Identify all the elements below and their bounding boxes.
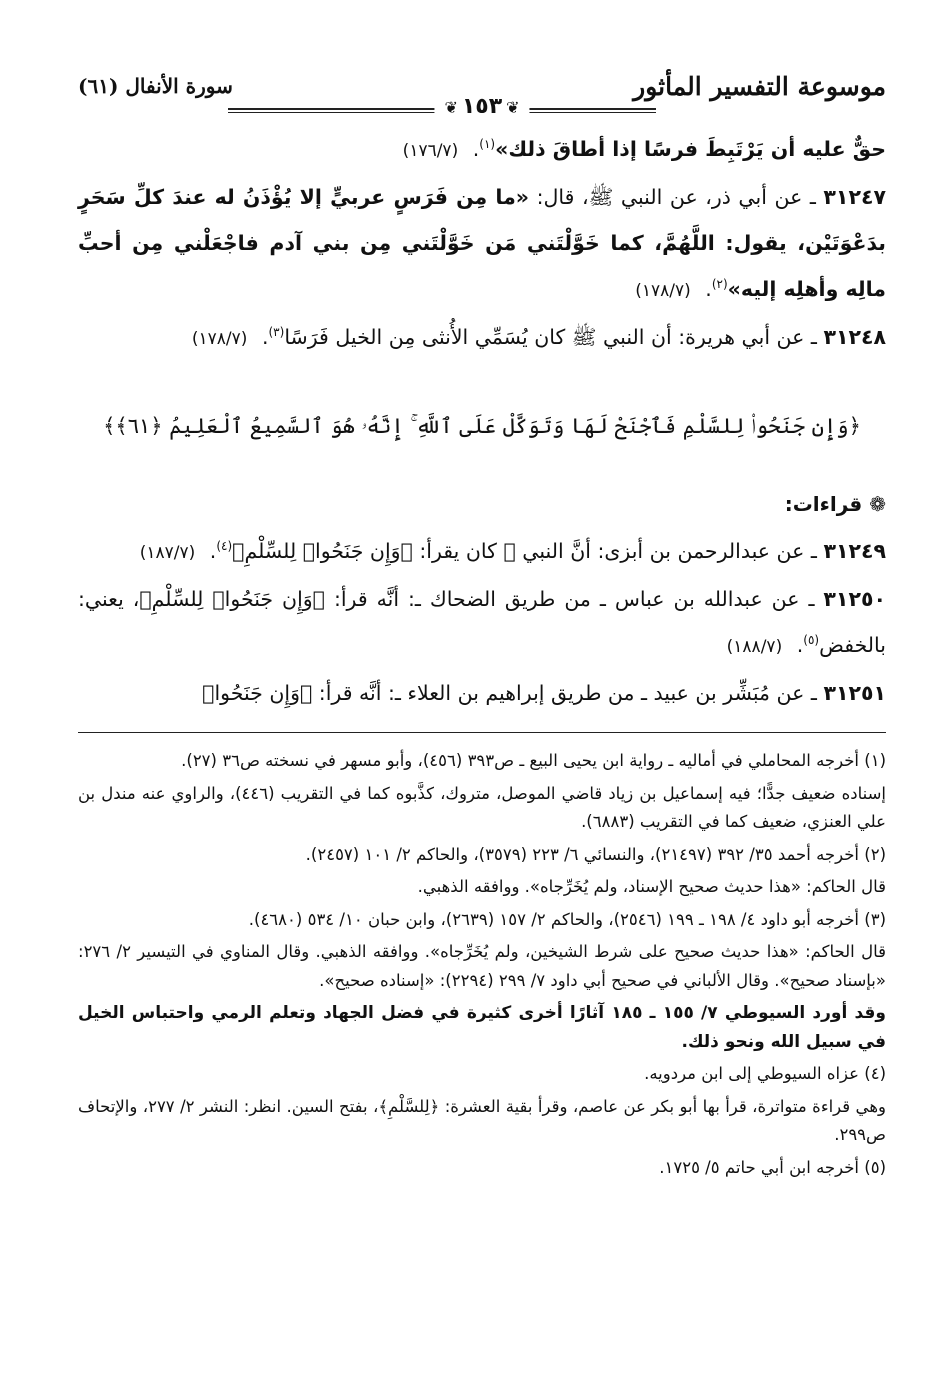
footnote: (٢) أخرجه أحمد ٣٥/ ٣٩٢ (٢١٤٩٧)، والنسائي ٦/ ٢٢٣ (٣٥٧٩)، والحاكم ٢/ ١٠١ (٢٤٥٧).	[305, 844, 886, 864]
entry-number: ٣١٢٤٩	[823, 539, 886, 563]
entry-continuation: حقٌّ عليه أن يَرْتَبِطَ فرسًا إذا أطاقَ ذلك»$^{(١)}$. (١٧٦/٧)	[402, 137, 886, 161]
entry-chain: ـ عن أبي ذر، عن النبي ﷺ، قال:	[529, 185, 816, 209]
entry-text: ـ عن عبدالرحمن بن أبزى: أنَّ النبي ﷺ كان يقرأ: ﴿وَإِن جَنَحُوا۟ لِلسِّلْمِ﴾	[232, 539, 817, 563]
reading-entry: ٣١٢٤٩ ـ عن عبدالرحمن بن أبزى: أنَّ النبي ﷺ كان يقرأ: ﴿وَإِن جَنَحُوا۟ لِلسِّلْمِ﴾$^{(٤)}$. (١٨٧/٧)	[139, 539, 886, 563]
footnote: وهي قراءة متواترة، قرأ بها أبو بكر عن عاصم، وقرأ بقية العشرة: ﴿لِلسَّلْمِ﴾، بفتح السين. انظر: النشر ٢/ ٢٧٧، والإتحاف ص٢٩٩.	[78, 1096, 886, 1144]
footnote: (٥) أخرجه ابن أبي حاتم ٥/ ١٧٢٥.	[659, 1157, 886, 1177]
footnote-marker: (٣)	[268, 325, 285, 340]
entry-text: ـ عن مُبَشِّر بن عبيد ـ من طريق إبراهيم بن العلاء ـ: أنَّه قرأ: ﴿وَإِن جَنَحُوا۟	[202, 681, 817, 705]
source-ref: (١٧٦/٧)	[402, 141, 459, 161]
readings-text	[78, 528, 886, 716]
entry-number: ٣١٢٤٧	[823, 185, 886, 209]
footnote: إسناده ضعيف جدًّا؛ فيه إسماعيل بن زياد قاضي الموصل، متروك، كذَّبوه كما في التقريب (٤٤٦)، والراوي عنه مندل بن علي العنزي، ضعيف كما في التقريب (٦٨٨٣).	[78, 783, 887, 831]
ornament-icon: ❦	[506, 98, 520, 117]
source-ref: (١٧٨/٧)	[191, 329, 248, 349]
entry-number: ٣١٢٤٨	[823, 325, 886, 349]
entry-text: ـ عن أبي هريرة: أن النبي ﷺ كان يُسَمِّي الأُنثى مِن الخيل فَرَسًا	[284, 325, 817, 349]
reading-entry: ٣١٢٥٠ ـ عن عبدالله بن عباس ـ من طريق الضحاك ـ: أنَّه قرأ: ﴿وَإِن جَنَحُوا۟ لِلسِّلْمِ﴾، يعني: بالخفض$^{(٥)}$. (١٨٨/٧)	[78, 587, 886, 657]
source-ref: (١٧٨/٧)	[635, 281, 691, 301]
source-ref: (١٨٧/٧)	[139, 543, 196, 563]
hadith-text: حقٌّ عليه أن يَرْتَبِطَ فرسًا إذا أطاقَ ذلك»	[495, 137, 886, 161]
hadith-entry: ٣١٢٤٨ ـ عن أبي هريرة: أن النبي ﷺ كان يُسَمِّي الأُنثى مِن الخيل فَرَسًا$^{(٣)}$. (١٧٨/٧)	[191, 325, 886, 349]
footnote-note: وقد أورد السيوطي ٧/ ١٥٥ ـ ١٨٥ آثارًا أخرى كثيرة في فضل الجهاد وتعلم الرمي واحتباس الخيل في سبيل الله ونحو ذلك.	[78, 1003, 886, 1052]
surah-title: سورة الأنفال (٦١)	[78, 74, 233, 98]
footnote-marker: (٤)	[216, 539, 233, 554]
entry-number: ٣١٢٥١	[823, 681, 886, 705]
book-title: موسوعة التفسير المأثور	[633, 72, 886, 101]
page-header	[78, 72, 886, 126]
footnote: (١) أخرجه المحاملي في أماليه ـ رواية ابن يحيى البيع ـ ص٣٩٣ (٤٥٦)، وأبو مسهر في نسخته ص٣٦ (٢٧).	[181, 751, 886, 770]
main-text	[78, 126, 886, 362]
page-number-block	[434, 94, 529, 119]
footnote-marker: (٢)	[711, 277, 728, 292]
footnote: (٤) عزاه السيوطي إلى ابن مردويه.	[644, 1064, 886, 1083]
footnote-marker: (٥)	[803, 633, 820, 648]
footnote-marker: (١)	[479, 137, 496, 152]
quran-verse: ﴿وَإِن جَنَحُوا۟ لِلسَّلْمِ فَٱجْنَحْ لَهَا وَتَوَكَّلْ عَلَى ٱللَّهِ ۚ إِنَّهُۥ هُوَ ٱلسَّمِيعُ ٱلْعَلِيمُ ﴿٦١﴾﴾	[103, 414, 861, 438]
source-ref: (١٨٨/٧)	[726, 637, 783, 657]
entry-text: ـ عن عبدالله بن عباس ـ من طريق الضحاك ـ: أنَّه قرأ: ﴿وَإِن جَنَحُوا۟ لِلسِّلْمِ﴾، يعني: بالخفض	[78, 587, 886, 657]
hadith-entry: ٣١٢٤٧ ـ عن أبي ذر، عن النبي ﷺ، قال: «ما مِن فَرَسٍ عربيٍّ إلا يُؤْذَنُ له عندَ كلِّ سَحَرٍ بدَعْوَتَيْن، يقول: اللَّهُمَّ، كما خَوَّلْتَني مَن خَوَّلْتَني مِن بني آدم فاجْعَلْني مِن أحبِّ مالِه وأهلِه إليه»$^{(٢)}$. (١٧٨/٧)	[78, 185, 886, 301]
section-heading: ❁ قراءات:	[784, 492, 886, 516]
entry-number: ٣١٢٥٠	[823, 587, 886, 611]
footnote: قال الحاكم: «هذا حديث صحيح الإسناد، ولم يُخَرِّجاه». ووافقه الذهبي.	[417, 877, 886, 896]
hadith-text: «ما مِن فَرَسٍ عربيٍّ إلا يُؤْذَنُ له عندَ كلِّ سَحَرٍ بدَعْوَتَيْن، يقول: اللَّهُمَّ، كما خَوَّلْتَني مَن خَوَّلْتَني مِن بني آدم فاجْعَلْني مِن أحبِّ مالِه وأهلِه إليه»	[78, 185, 886, 301]
footnote: (٣) أخرجه أبو داود ٤/ ١٩٨ ـ ١٩٩ (٢٥٤٦)، والحاكم ٢/ ١٥٧ (٢٦٣٩)، وابن حبان ١٠/ ٥٣٤ (٤٦٨٠).	[248, 909, 886, 929]
footnote: قال الحاكم: «هذا حديث صحيح على شرط الشيخين، ولم يُخَرِّجاه». ووافقه الذهبي. وقال المناوي في التيسير ٢/ ٢٧٦: «بإسناد صحيح». وقال الألباني في صحيح أبي داود ٧/ ٢٩٩ (٢٢٩٤): «إسناده صحيح».	[78, 942, 886, 990]
reading-entry	[78, 670, 886, 716]
book-page	[78, 72, 886, 1186]
page-number: ١٥٣	[461, 94, 503, 119]
ornament-icon: ❦	[444, 98, 458, 117]
footnotes	[78, 732, 886, 1182]
